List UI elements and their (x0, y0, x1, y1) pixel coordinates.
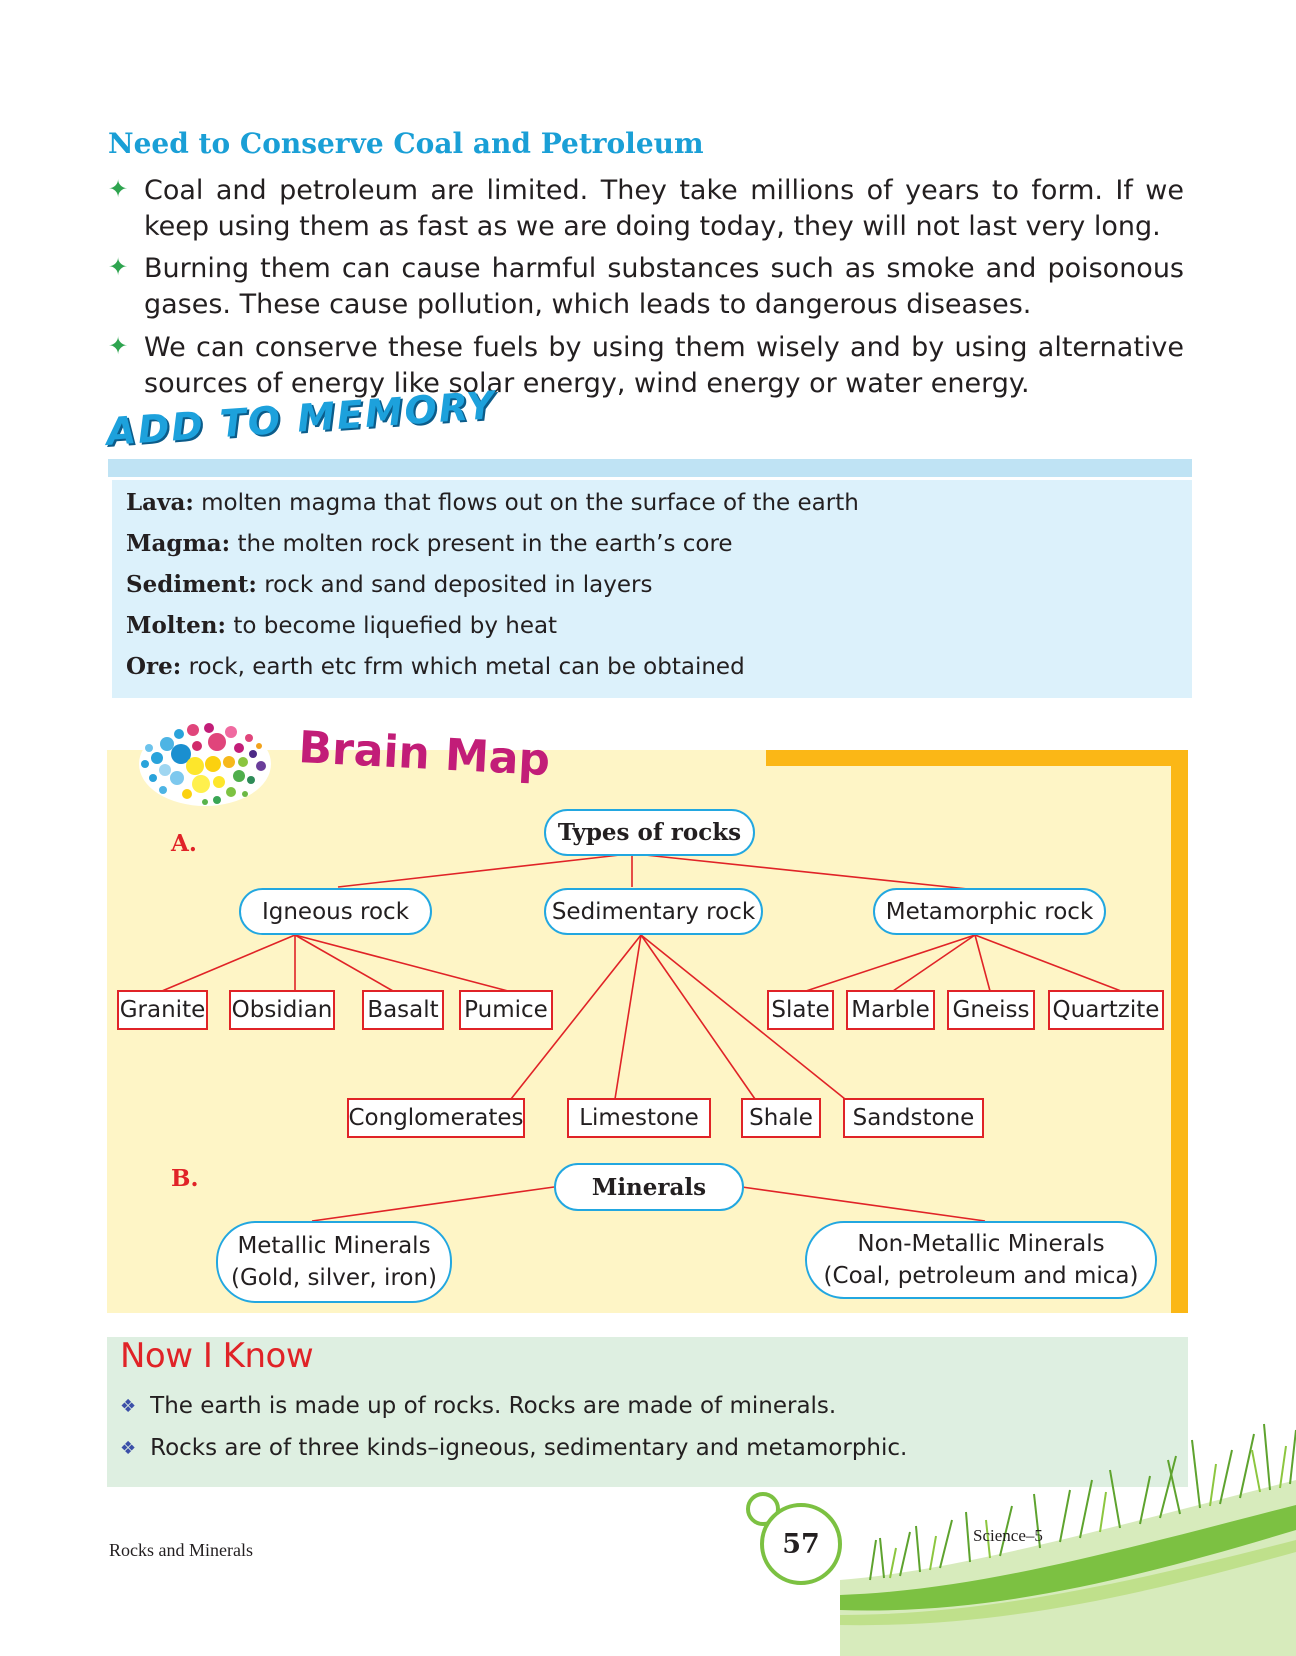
page-number: 57 (760, 1503, 842, 1585)
metallic-minerals-examples: (Gold, silver, iron) (230, 1265, 438, 1291)
now-i-know-item (120, 1393, 836, 1419)
leaf-limestone: Limestone (567, 1098, 711, 1138)
now-i-know-title: Now I Know (120, 1336, 314, 1376)
diamond-bullet-icon: ❖ (120, 1438, 137, 1459)
memory-term: Sediment: (126, 571, 257, 598)
star-bullet-icon: ✦ (108, 332, 129, 360)
section-label-a: A. (171, 830, 197, 857)
brain-map-accent-bar (1171, 750, 1188, 1313)
memory-title: ADD TO MEMORY (104, 382, 498, 454)
memory-item-ore (126, 653, 745, 680)
now-i-know-item (120, 1435, 907, 1461)
node-sedimentary-rock: Sedimentary rock (544, 888, 763, 935)
memory-term: Magma: (126, 530, 231, 557)
leaf-slate: Slate (767, 990, 834, 1030)
leaf-gneiss: Gneiss (947, 990, 1035, 1030)
diamond-bullet-icon: ❖ (120, 1396, 137, 1417)
memory-item-lava (126, 489, 859, 516)
memory-term: Lava: (126, 489, 194, 516)
now-i-know-text: Rocks are of three kinds–igneous, sedimentary and metamorphic. (150, 1435, 908, 1461)
memory-term: Molten: (126, 612, 227, 639)
node-types-of-rocks: Types of rocks (544, 809, 755, 856)
footer-book-title: Science–5 (973, 1526, 1043, 1545)
leaf-quartzite: Quartzite (1048, 990, 1164, 1030)
leaf-shale: Shale (741, 1098, 821, 1138)
memory-definition: the molten rock present in the earth’s core (237, 531, 733, 557)
brain-map-title: Brain Map (297, 722, 552, 787)
metallic-minerals-label: Metallic Minerals (237, 1233, 431, 1259)
section-label-b: B. (171, 1165, 199, 1192)
grass-decoration-icon (840, 1420, 1296, 1656)
memory-item-magma (126, 530, 733, 557)
memory-definition: rock, earth etc frm which metal can be obtained (188, 654, 745, 680)
leaf-marble: Marble (846, 990, 935, 1030)
leaf-conglomerates: Conglomerates (347, 1098, 525, 1138)
memory-definition: molten magma that flows out on the surface of the earth (201, 490, 859, 516)
node-metallic-minerals (216, 1221, 452, 1303)
star-bullet-icon: ✦ (108, 175, 129, 203)
non-metallic-minerals-label: Non-Metallic Minerals (857, 1231, 1105, 1257)
now-i-know-text: The earth is made up of rocks. Rocks are made of minerals. (150, 1393, 837, 1419)
conserve-bullet-text: Burning them can cause harmful substances such as smoke and poisonous gases. These cause pollution, which leads to dangerous diseases. (144, 253, 1184, 320)
leaf-granite: Granite (117, 990, 208, 1030)
memory-definition: to become liquefied by heat (233, 613, 558, 639)
conserve-bullet-text: Coal and petroleum are limited. They take millions of years to form. If we keep using them as fast as we are doing today, they will not last very long. (144, 175, 1184, 242)
conserve-bullet-text: We can conserve these fuels by using them wisely and by using alternative sources of energy like solar energy, wind energy or water energy. (144, 332, 1184, 399)
brain-icon (135, 718, 275, 810)
leaf-sandstone: Sandstone (843, 1098, 984, 1138)
section-heading-conserve: Need to Conserve Coal and Petroleum (108, 127, 704, 160)
node-minerals: Minerals (554, 1163, 744, 1211)
node-non-metallic-minerals (805, 1221, 1157, 1299)
memory-definition: rock and sand deposited in layers (264, 572, 653, 598)
node-metamorphic-rock: Metamorphic rock (873, 888, 1106, 935)
non-metallic-minerals-examples: (Coal, petroleum and mica) (823, 1263, 1139, 1289)
memory-item-sediment (126, 571, 652, 598)
node-igneous-rock: Igneous rock (239, 888, 432, 935)
footer-chapter-title: Rocks and Minerals (109, 1540, 253, 1560)
leaf-obsidian: Obsidian (229, 990, 335, 1030)
memory-term: Ore: (126, 653, 182, 680)
leaf-pumice: Pumice (459, 990, 553, 1030)
memory-item-molten (126, 612, 557, 639)
leaf-basalt: Basalt (362, 990, 444, 1030)
memory-title-band (108, 459, 1192, 477)
brain-map-accent-bar (766, 750, 1188, 766)
star-bullet-icon: ✦ (108, 253, 129, 281)
